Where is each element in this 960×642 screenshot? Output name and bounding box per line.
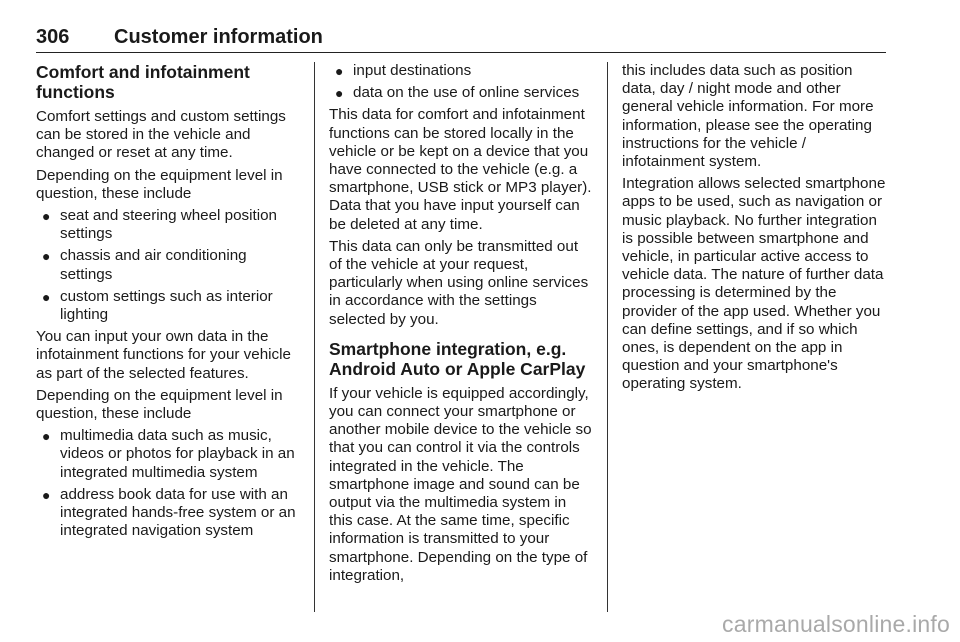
paragraph: Integration allows selected smartphone apps to be used, such as navigation or music playback. No further integration is possible between smartphone and vehicle, in particular active access to vehicle data. The nature of further data processing is determined by the provider of the app used. Whether you can define settings, and if so which ones, is dependent on the app in question and your smartphone's operating system.	[622, 175, 886, 393]
paragraph: Depending on the equipment level in question, these include	[36, 386, 283, 423]
paragraph: this includes data such as position data, day / night mode and other general vehicle information. For more information, please see the operating instructions for the vehicle / infotainment system.	[622, 62, 874, 171]
list-item-text: chassis and air conditioning settings	[60, 247, 247, 283]
page-header	[36, 26, 886, 53]
column-divider	[314, 62, 315, 612]
list-item-text: address book data for use with an integrated hands-free system or an integrated navigation system	[60, 485, 296, 540]
list-item-text: seat and steering wheel position settings	[60, 207, 277, 243]
section-heading: Smartphone integration, e.g. Android Auto or Apple CarPlay	[329, 338, 586, 379]
paragraph: Comfort settings and custom settings can be stored in the vehicle and changed or reset at any time.	[36, 108, 286, 162]
bullet-icon: ●	[335, 85, 344, 102]
list-item	[36, 288, 300, 324]
bullet-icon: ●	[42, 288, 51, 305]
bullet-list	[36, 427, 300, 540]
bullet-icon: ●	[42, 486, 51, 503]
bullet-icon: ●	[42, 428, 51, 445]
list-item	[36, 486, 300, 541]
page-number: 306	[36, 26, 70, 48]
bullet-icon: ●	[335, 63, 344, 79]
list-item	[36, 207, 300, 243]
paragraph: Depending on the equipment level in question, these include	[36, 166, 283, 202]
bullet-list	[329, 62, 593, 102]
paragraph: This data for comfort and infotainment functions can be stored locally in the vehicle or be kept on a device that you have connected to the vehicle (e.g. a smartphone, USB stick or MP3 player). Data that you have input yourself can be deleted at any time.	[329, 106, 592, 233]
list-item-text: multimedia data such as music, videos or photos for playback in an integrated multimedia system	[60, 427, 295, 481]
section-heading: Comfort and infotainment functions	[36, 62, 250, 102]
column-2	[329, 62, 593, 589]
watermark: carmanualsonline.info	[722, 611, 950, 637]
column-3	[622, 62, 886, 398]
column-divider	[607, 62, 608, 612]
list-item	[329, 84, 593, 102]
list-item-text: input destinations	[353, 62, 472, 79]
bullet-icon: ●	[42, 208, 51, 225]
list-item	[36, 427, 300, 482]
paragraph: You can input your own data in the infotainment functions for your vehicle as part of the selected features.	[36, 328, 291, 382]
list-item-text: custom settings such as interior lighting	[60, 287, 273, 324]
bullet-icon: ●	[42, 248, 51, 265]
list-item-text: data on the use of online services	[353, 84, 580, 102]
bullet-list	[36, 207, 300, 324]
paragraph: This data can only be transmitted out of the vehicle at your request, particularly when using online services in accordance with the settings selected by you.	[329, 237, 589, 328]
list-item	[36, 247, 300, 283]
column-1	[36, 62, 300, 544]
paragraph: If your vehicle is equipped accordingly, you can connect your smartphone or another mobile device to the vehicle so that you can control it via the controls integrated in the vehicle. The smartphone image and sound can be output via the multimedia system in this case. At the same time, specific information is transmitted to your smartphone. Depending on the type of integration,	[329, 384, 592, 584]
list-item	[329, 62, 593, 80]
page-title: Customer information	[114, 26, 323, 48]
